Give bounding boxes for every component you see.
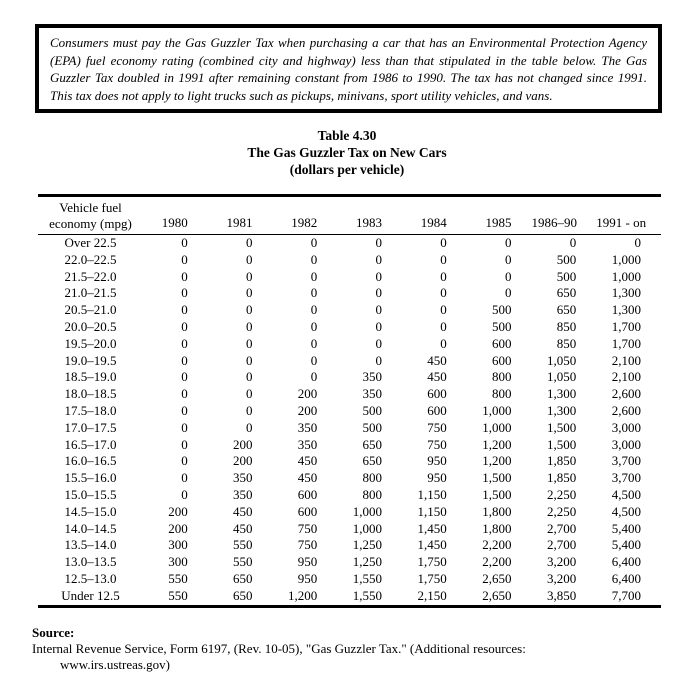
tax-amount-cell: 0 [375, 235, 382, 250]
tax-amount-cell: 850 [556, 318, 577, 334]
tax-amount-cell: 0 [310, 251, 318, 267]
fuel-economy-range-label: 12.5–13.0 [64, 570, 117, 586]
tax-amount-cell: 5,400 [611, 537, 641, 553]
tax-amount-cell: 350 [362, 386, 382, 402]
fuel-economy-range-label: 15.5–16.0 [64, 470, 117, 486]
fuel-economy-range-label: 18.5–19.0 [64, 369, 117, 385]
fuel-economy-range-label: 14.0–14.5 [64, 520, 117, 536]
tax-amount-cell: 0 [181, 268, 188, 284]
table-row [38, 235, 661, 252]
tax-amount-cell: 3,700 [611, 453, 641, 469]
tax-amount-cell: 0 [181, 235, 188, 250]
tax-amount-cell: 300 [168, 537, 188, 553]
table-row [38, 319, 661, 336]
tax-amount-cell: 350 [233, 470, 253, 486]
tax-amount-cell: 0 [375, 318, 382, 334]
tax-amount-cell: 600 [492, 352, 512, 368]
intro-note-box [35, 24, 662, 113]
tax-amount-cell: 0 [181, 419, 188, 435]
tax-amount-cell: 0 [246, 302, 253, 318]
table-row [38, 302, 661, 319]
tax-amount-cell: 450 [297, 470, 318, 486]
tax-amount-cell: 850 [556, 335, 577, 351]
tax-amount-cell: 450 [233, 503, 253, 519]
tax-amount-cell: 1,800 [482, 520, 512, 536]
tax-amount-cell: 1,000 [352, 503, 382, 519]
tax-amount-cell: 1,050 [547, 369, 577, 385]
table-row [38, 521, 661, 538]
tax-amount-cell: 950 [297, 554, 318, 570]
tax-amount-cell: 1,700 [611, 318, 641, 334]
tax-amount-cell: 6,400 [611, 570, 641, 586]
fuel-economy-range-label: 20.0–20.5 [64, 318, 117, 334]
tax-amount-cell: 800 [362, 486, 382, 502]
year-column-header: 1986–90 [532, 196, 597, 235]
tax-amount-cell: 0 [246, 386, 253, 402]
tax-amount-cell: 550 [233, 554, 253, 570]
tax-amount-cell: 650 [362, 436, 382, 452]
tax-amount-cell: 0 [181, 402, 188, 418]
tax-amount-cell: 2,250 [547, 503, 577, 519]
source-heading: Source: [32, 625, 75, 640]
tax-amount-cell: 1,000 [352, 520, 382, 536]
tax-amount-cell: 0 [246, 251, 253, 267]
tax-amount-cell: 0 [246, 352, 253, 368]
year-column-header: 1984 [402, 196, 467, 235]
tax-amount-cell: 0 [246, 318, 253, 334]
table-row [38, 353, 661, 370]
table-title: The Gas Guzzler Tax on New Cars [247, 145, 447, 160]
year-column-header: 1983 [337, 196, 402, 235]
tax-amount-cell: 3,700 [611, 470, 641, 486]
source-url: www.irs.ustreas.gov) [60, 657, 170, 672]
table-row [38, 554, 661, 571]
fuel-economy-range-label: 21.5–22.0 [64, 268, 117, 284]
tax-amount-cell: 1,750 [417, 554, 447, 570]
tax-amount-cell: 550 [168, 570, 188, 586]
tax-amount-cell: 0 [246, 285, 253, 301]
fuel-economy-range-label: Over 22.5 [64, 235, 117, 250]
table-row [38, 420, 661, 437]
tax-amount-cell: 1,250 [352, 554, 382, 570]
tax-amount-cell: 1,800 [482, 503, 512, 519]
tax-amount-cell: 1,750 [417, 570, 447, 586]
tax-amount-cell: 7,700 [611, 587, 641, 603]
fuel-economy-range-label: 18.0–18.5 [64, 386, 117, 402]
fuel-economy-header-line2: economy (mpg) [49, 215, 132, 231]
tax-amount-cell: 500 [362, 402, 382, 418]
tax-amount-cell: 6,400 [611, 554, 641, 570]
table-row [38, 504, 661, 521]
table-row [38, 386, 661, 403]
tax-amount-cell: 650 [362, 453, 382, 469]
tax-amount-cell: 800 [492, 369, 512, 385]
tax-amount-cell: 5,400 [611, 520, 641, 536]
tax-amount-cell: 2,150 [417, 587, 447, 603]
table-row [38, 336, 661, 353]
tax-amount-cell: 3,850 [547, 587, 577, 603]
table-row [38, 285, 661, 302]
table-row [38, 252, 661, 269]
fuel-economy-range-label: 16.5–17.0 [64, 436, 117, 452]
tax-amount-cell: 600 [297, 486, 318, 502]
tax-amount-cell: 3,000 [611, 419, 641, 435]
tax-amount-cell: 1,850 [547, 453, 577, 469]
tax-amount-cell: 650 [556, 285, 577, 301]
table-body [38, 235, 661, 607]
fuel-economy-range-label: 20.5–21.0 [64, 302, 117, 318]
table-header-row [38, 196, 661, 235]
tax-amount-cell: 0 [505, 235, 512, 250]
tax-amount-cell: 2,250 [547, 486, 577, 502]
fuel-economy-range-label: 21.0–21.5 [64, 285, 117, 301]
tax-amount-cell: 0 [246, 419, 253, 435]
tax-amount-cell: 0 [310, 285, 318, 301]
table-row [38, 403, 661, 420]
fuel-economy-range-label: Under 12.5 [61, 587, 120, 603]
tax-amount-cell: 0 [440, 235, 447, 250]
tax-amount-cell: 0 [181, 251, 188, 267]
tax-amount-cell: 1,500 [547, 436, 577, 452]
tax-amount-cell: 0 [246, 369, 253, 385]
fuel-economy-range-label: 14.5–15.0 [64, 503, 117, 519]
table-row [38, 470, 661, 487]
tax-amount-cell: 350 [233, 486, 253, 502]
tax-amount-cell: 650 [556, 302, 577, 318]
tax-amount-cell: 3,200 [547, 570, 577, 586]
fuel-economy-range-label: 13.5–14.0 [64, 537, 117, 553]
tax-amount-cell: 0 [246, 235, 253, 250]
tax-amount-cell: 0 [246, 335, 253, 351]
tax-amount-cell: 1,850 [547, 470, 577, 486]
tax-amount-cell: 750 [427, 419, 447, 435]
tax-amount-cell: 450 [427, 369, 447, 385]
fuel-economy-range-label: 15.0–15.5 [64, 486, 117, 502]
tax-amount-cell: 450 [297, 453, 318, 469]
year-column-header: 1985 [467, 196, 532, 235]
tax-amount-cell: 0 [310, 235, 318, 250]
tax-amount-cell: 0 [440, 318, 447, 334]
tax-amount-cell: 950 [427, 453, 447, 469]
tax-amount-cell: 350 [297, 436, 318, 452]
tax-amount-cell: 650 [233, 587, 253, 603]
tax-amount-cell: 500 [556, 251, 577, 267]
tax-amount-cell: 500 [362, 419, 382, 435]
tax-amount-cell: 2,600 [611, 402, 641, 418]
tax-amount-cell: 600 [492, 335, 512, 351]
tax-amount-cell: 2,600 [611, 386, 641, 402]
tax-amount-cell: 0 [505, 251, 512, 267]
tax-amount-cell: 200 [297, 386, 318, 402]
tax-amount-cell: 1,300 [611, 285, 641, 301]
tax-amount-cell: 0 [310, 318, 318, 334]
source-citation: Internal Revenue Service, Form 6197, (Rev. 10-05), "Gas Guzzler Tax." (Additional resources: [32, 641, 526, 656]
tax-amount-cell: 1,250 [352, 537, 382, 553]
tax-amount-cell: 0 [181, 486, 188, 502]
tax-amount-cell: 350 [297, 419, 318, 435]
tax-amount-cell: 0 [181, 285, 188, 301]
title-block [0, 127, 694, 178]
tax-amount-cell: 0 [634, 235, 641, 250]
tax-amount-cell: 0 [310, 369, 318, 385]
tax-amount-cell: 0 [246, 268, 253, 284]
table-row [38, 269, 661, 286]
tax-amount-cell: 600 [427, 402, 447, 418]
tax-amount-cell: 750 [427, 436, 447, 452]
fuel-economy-range-label: 13.0–13.5 [64, 554, 117, 570]
tax-amount-cell: 0 [310, 268, 318, 284]
table-row [38, 369, 661, 386]
source-block [32, 625, 652, 673]
tax-amount-cell: 0 [181, 335, 188, 351]
tax-amount-cell: 1,450 [417, 520, 447, 536]
tax-amount-cell: 950 [427, 470, 447, 486]
tax-amount-cell: 750 [297, 537, 318, 553]
tax-amount-cell: 1,700 [611, 335, 641, 351]
tax-amount-cell: 200 [233, 436, 253, 452]
year-column-header: 1981 [208, 196, 273, 235]
tax-amount-cell: 0 [375, 251, 382, 267]
tax-amount-cell: 0 [246, 402, 253, 418]
tax-amount-cell: 0 [181, 386, 188, 402]
tax-amount-cell: 500 [492, 302, 512, 318]
tax-amount-cell: 1,000 [482, 402, 512, 418]
tax-amount-cell: 1,000 [611, 251, 641, 267]
table-row [38, 437, 661, 454]
tax-amount-cell: 0 [181, 453, 188, 469]
tax-amount-cell: 800 [362, 470, 382, 486]
tax-amount-cell: 0 [375, 302, 382, 318]
fuel-economy-range-label: 17.5–18.0 [64, 402, 117, 418]
tax-amount-cell: 3,000 [611, 436, 641, 452]
tax-amount-cell: 0 [181, 302, 188, 318]
table-number: Table 4.30 [317, 128, 377, 143]
tax-amount-cell: 3,200 [547, 554, 577, 570]
fuel-economy-range-label: 19.5–20.0 [64, 335, 117, 351]
tax-amount-cell: 550 [168, 587, 188, 603]
tax-amount-cell: 1,150 [417, 503, 447, 519]
tax-amount-cell: 750 [297, 520, 318, 536]
tax-amount-cell: 450 [427, 352, 447, 368]
tax-amount-cell: 800 [492, 386, 512, 402]
tax-amount-cell: 0 [181, 470, 188, 486]
tax-amount-cell: 450 [233, 520, 253, 536]
year-column-header: 1980 [143, 196, 208, 235]
tax-amount-cell: 0 [505, 268, 512, 284]
tax-amount-cell: 2,650 [482, 570, 512, 586]
tax-amount-cell: 0 [375, 335, 382, 351]
tax-amount-cell: 0 [569, 235, 577, 250]
tax-amount-cell: 0 [440, 251, 447, 267]
intro-note-text: Consumers must pay the Gas Guzzler Tax when purchasing a car that has an Environmental Protection Agency (EPA) fuel economy rating (combined city and highway) less than that stipulated in the table below. The Gas Guzzler Tax doubled in 1991 after remaining constant from 1986 to 1990. The tax has not changed since 1991. This tax does not apply to light trucks such as pickups, minivans, sport utility vehicles, and vans. [50, 35, 647, 103]
tax-amount-cell: 1,300 [547, 402, 577, 418]
tax-amount-cell: 1,450 [417, 537, 447, 553]
tax-amount-cell: 1,300 [611, 302, 641, 318]
fuel-economy-range-label: 22.0–22.5 [64, 251, 117, 267]
tax-amount-cell: 1,000 [482, 419, 512, 435]
tax-amount-cell: 0 [440, 268, 447, 284]
tax-amount-cell: 0 [375, 268, 382, 284]
tax-amount-cell: 2,200 [482, 554, 512, 570]
tax-amount-cell: 0 [440, 335, 447, 351]
tax-amount-cell: 2,200 [482, 537, 512, 553]
tax-amount-cell: 1,550 [352, 570, 382, 586]
tax-amount-cell: 2,100 [611, 369, 641, 385]
tax-amount-cell: 0 [181, 318, 188, 334]
tax-amount-cell: 1,000 [611, 268, 641, 284]
tax-amount-cell: 200 [168, 503, 188, 519]
tax-amount-cell: 1,550 [352, 587, 382, 603]
fuel-economy-range-label: 17.0–17.5 [64, 419, 117, 435]
tax-amount-cell: 4,500 [611, 486, 641, 502]
tax-amount-cell: 1,150 [417, 486, 447, 502]
table-units: (dollars per vehicle) [289, 162, 405, 177]
tax-amount-cell: 0 [375, 352, 382, 368]
table-row [38, 571, 661, 588]
tax-amount-cell: 1,300 [547, 386, 577, 402]
tax-amount-cell: 500 [556, 268, 577, 284]
tax-amount-cell: 4,500 [611, 503, 641, 519]
tax-amount-cell: 650 [233, 570, 253, 586]
tax-amount-cell: 0 [310, 302, 318, 318]
year-column-header: 1982 [273, 196, 338, 235]
tax-amount-cell: 0 [310, 335, 318, 351]
table-row [38, 537, 661, 554]
tax-amount-cell: 1,500 [547, 419, 577, 435]
tax-amount-cell: 0 [375, 285, 382, 301]
tax-amount-cell: 2,700 [547, 537, 577, 553]
tax-amount-cell: 1,200 [482, 453, 512, 469]
tax-amount-cell: 1,500 [482, 486, 512, 502]
table-row [38, 588, 661, 606]
tax-amount-cell: 2,650 [482, 587, 512, 603]
gas-guzzler-tax-table [38, 194, 661, 608]
tax-amount-cell: 200 [168, 520, 188, 536]
tax-amount-cell: 350 [362, 369, 382, 385]
tax-amount-cell: 600 [427, 386, 447, 402]
tax-amount-cell: 550 [233, 537, 253, 553]
tax-amount-cell: 0 [310, 352, 318, 368]
tax-amount-cell: 0 [440, 285, 447, 301]
tax-amount-cell: 2,100 [611, 352, 641, 368]
tax-amount-cell: 1,200 [482, 436, 512, 452]
tax-amount-cell: 300 [168, 554, 188, 570]
tax-amount-cell: 500 [492, 318, 512, 334]
tax-amount-cell: 950 [297, 570, 318, 586]
tax-amount-cell: 200 [233, 453, 253, 469]
year-column-header: 1991 - on [596, 196, 661, 235]
fuel-economy-header-line1: Vehicle fuel [59, 200, 122, 215]
tax-amount-cell: 1,050 [547, 352, 577, 368]
tax-amount-cell: 600 [297, 503, 318, 519]
table-row [38, 487, 661, 504]
tax-amount-cell: 2,700 [547, 520, 577, 536]
tax-amount-cell: 0 [440, 302, 447, 318]
tax-amount-cell: 0 [181, 352, 188, 368]
tax-amount-cell: 1,200 [288, 587, 318, 603]
tax-amount-cell: 0 [181, 436, 188, 452]
fuel-economy-range-label: 19.0–19.5 [64, 352, 117, 368]
tax-amount-cell: 200 [297, 402, 318, 418]
table-row [38, 453, 661, 470]
fuel-economy-column-header [38, 196, 143, 235]
tax-amount-cell: 0 [505, 285, 512, 301]
tax-amount-cell: 1,500 [482, 470, 512, 486]
tax-amount-cell: 0 [181, 369, 188, 385]
fuel-economy-range-label: 16.0–16.5 [64, 453, 117, 469]
